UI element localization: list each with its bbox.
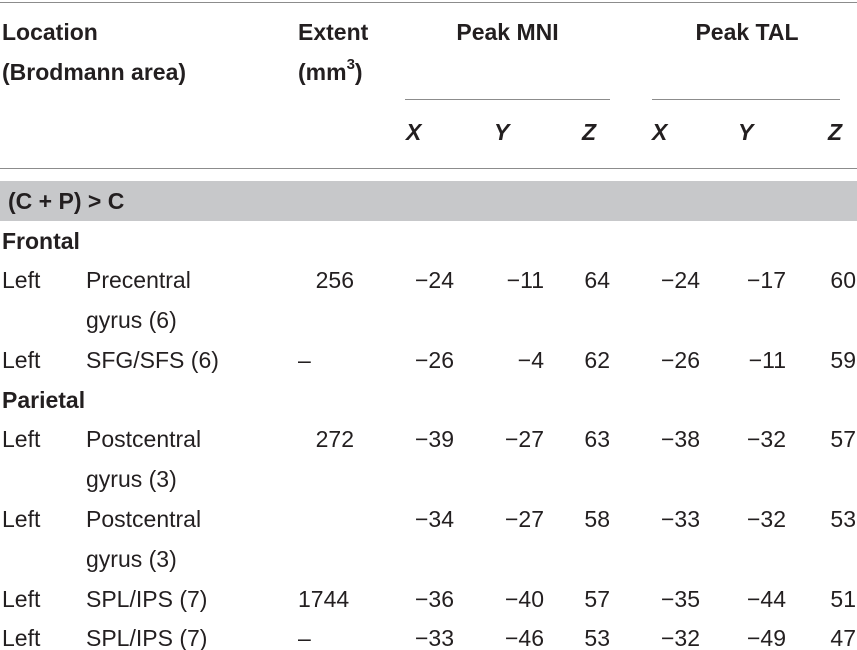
header-mni-y: Y (494, 119, 510, 145)
side-cell: Left (2, 347, 41, 373)
region-cell-line2: gyrus (3) (86, 546, 177, 572)
header-location-line2: (Brodmann area) (2, 59, 187, 85)
tal-x-cell: −32 (660, 625, 700, 650)
header-location-line1: Location (2, 19, 98, 45)
side-cell: Left (2, 426, 41, 452)
tal-z-cell: 47 (830, 625, 856, 650)
header-mni-x: X (406, 119, 422, 145)
region-cell-line1: Postcentral (86, 506, 202, 532)
header-mni-z: Z (582, 119, 597, 145)
region-cell-line1: SPL/IPS (7) (86, 586, 208, 612)
header-peak-mni: Peak MNI (456, 19, 559, 45)
contrast-label: (C + P) > C (8, 188, 125, 214)
mni-x-cell: −24 (414, 267, 454, 293)
mni-z-cell: 57 (584, 586, 610, 612)
section-title-frontal: Frontal (2, 228, 80, 254)
header-extent-line2 (298, 58, 363, 86)
region-cell-line1: SFG/SFS (6) (86, 347, 219, 373)
region-cell-line1: Postcentral (86, 426, 202, 452)
extent-cell: – (298, 625, 311, 650)
mni-x-cell: −34 (414, 506, 454, 532)
header-tal-x: X (652, 119, 668, 145)
tal-y-cell: −44 (746, 586, 786, 612)
contrast-band (0, 181, 857, 221)
header-tal-y: Y (738, 119, 754, 145)
tal-y-cell: −49 (746, 625, 786, 650)
header-peak-tal: Peak TAL (695, 19, 799, 45)
mni-x-cell: −33 (414, 625, 454, 650)
tal-span-rule (652, 99, 840, 100)
extent-unit-sup: 3 (346, 56, 355, 74)
side-cell: Left (2, 625, 41, 650)
mni-x-cell: −26 (414, 347, 454, 373)
tal-z-cell: 60 (830, 267, 856, 293)
mni-z-cell: 64 (584, 267, 610, 293)
tal-x-cell: −24 (660, 267, 700, 293)
extent-cell: 1744 (298, 586, 350, 612)
tal-z-cell: 53 (830, 506, 856, 532)
mni-y-cell: −27 (504, 426, 544, 452)
top-rule (0, 2, 857, 3)
tal-y-cell: −11 (748, 347, 786, 373)
mni-z-cell: 53 (584, 625, 610, 650)
mni-y-cell: −46 (504, 625, 544, 650)
header-rule (0, 168, 857, 169)
extent-unit-base: (mm (298, 59, 347, 85)
mni-y-cell: −40 (504, 586, 544, 612)
mni-span-rule (405, 99, 610, 100)
extent-cell: 272 (315, 426, 354, 452)
region-cell-line2: gyrus (6) (86, 307, 177, 333)
tal-x-cell: −35 (660, 586, 700, 612)
extent-cell: 256 (315, 267, 354, 293)
extent-unit-end: ) (354, 59, 363, 85)
mni-x-cell: −36 (414, 586, 454, 612)
extent-cell: – (298, 347, 311, 373)
region-cell-line2: gyrus (3) (86, 466, 177, 492)
tal-z-cell: 57 (830, 426, 856, 452)
tal-y-cell: −32 (746, 506, 786, 532)
region-cell-line1: SPL/IPS (7) (86, 625, 208, 650)
tal-z-cell: 59 (830, 347, 856, 373)
header-tal-z: Z (828, 119, 843, 145)
mni-y-cell: −11 (506, 267, 544, 293)
region-cell-line1: Precentral (86, 267, 191, 293)
tal-y-cell: −17 (746, 267, 786, 293)
side-cell: Left (2, 586, 41, 612)
tal-y-cell: −32 (746, 426, 786, 452)
mni-z-cell: 63 (584, 426, 610, 452)
tal-x-cell: −33 (660, 506, 700, 532)
mni-y-cell: −27 (504, 506, 544, 532)
mni-z-cell: 58 (584, 506, 610, 532)
tal-x-cell: −38 (660, 426, 700, 452)
side-cell: Left (2, 267, 41, 293)
mni-z-cell: 62 (584, 347, 610, 373)
side-cell: Left (2, 506, 41, 532)
mni-y-cell: −4 (517, 347, 544, 373)
tal-x-cell: −26 (660, 347, 700, 373)
mni-x-cell: −39 (414, 426, 454, 452)
header-extent-line1: Extent (298, 19, 369, 45)
tal-z-cell: 51 (830, 586, 856, 612)
section-title-parietal: Parietal (2, 387, 86, 413)
